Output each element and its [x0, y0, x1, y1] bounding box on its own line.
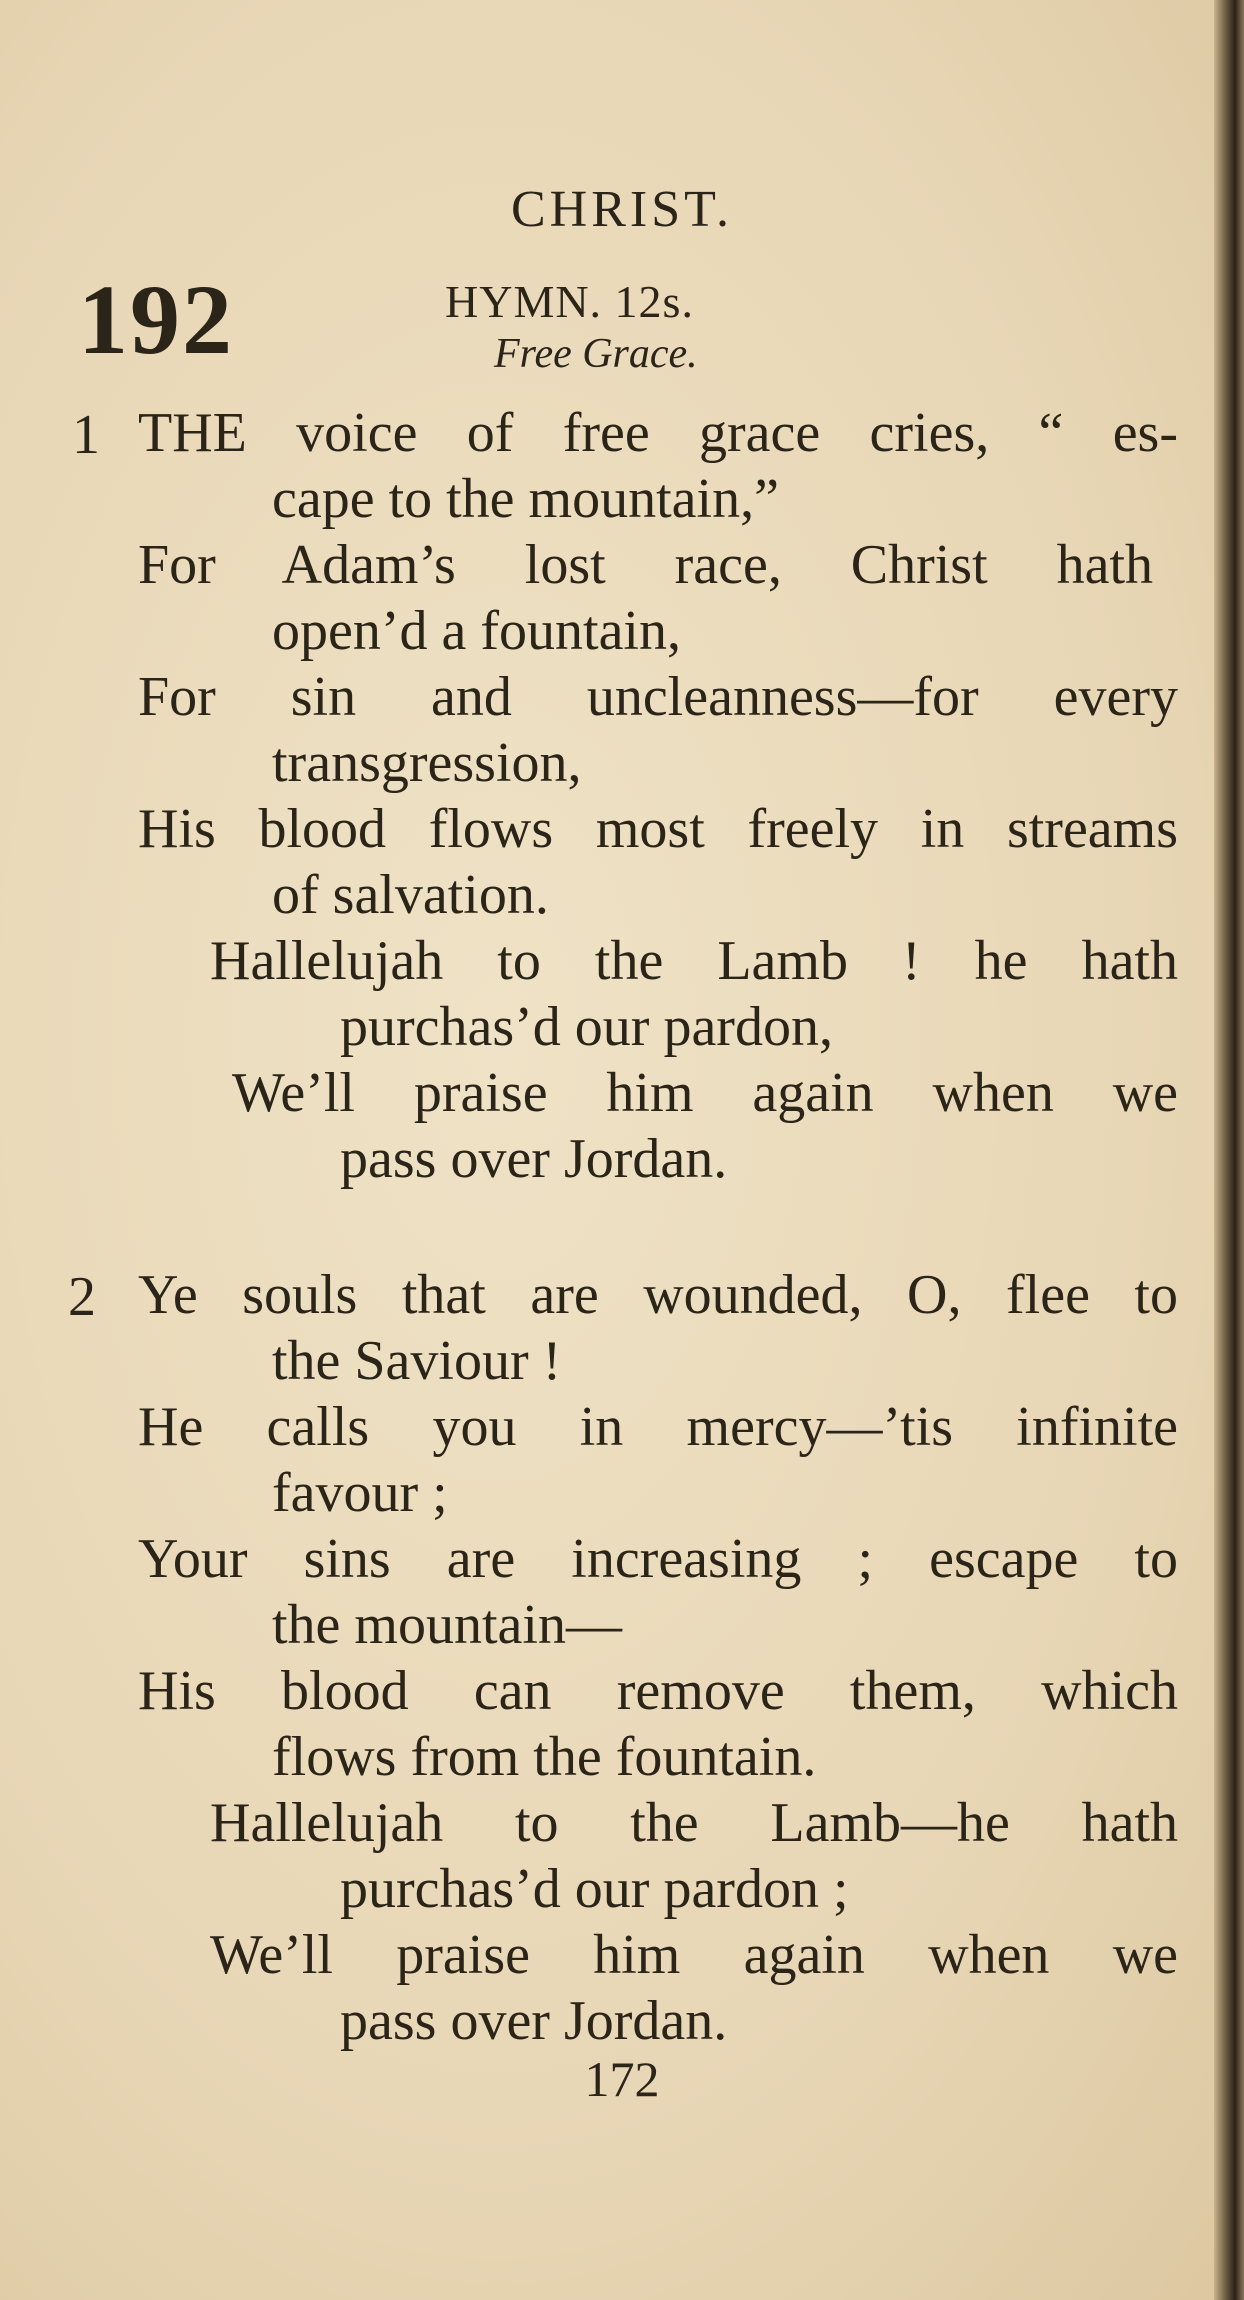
verse-line: purchas’d our pardon ; [340, 1858, 849, 1920]
verse-line: flows from the fountain. [272, 1726, 817, 1788]
verse-line: For sin and uncleanness—for every [138, 666, 1178, 728]
verse-line: the Saviour ! [272, 1330, 562, 1392]
verse-line: favour ; [272, 1462, 448, 1524]
verse-line: pass over Jordan. [340, 1990, 728, 2052]
verse-line: Hallelujah to the Lamb ! he hath [210, 930, 1178, 992]
verse-line: the mountain— [272, 1594, 622, 1656]
verse-line: We’ll praise him again when we [232, 1062, 1178, 1124]
hymn-meter: HYMN. 12s. [445, 276, 694, 327]
verse-line: His blood flows most freely in streams [138, 798, 1178, 860]
section-title: CHRIST. [510, 181, 734, 238]
verse-line: Your sins are increasing ; escape to [138, 1528, 1178, 1590]
verse-line: transgression, [272, 732, 582, 794]
verse-line: Ye souls that are wounded, O, flee to [138, 1264, 1178, 1326]
verse-line: We’ll praise him again when we [210, 1924, 1178, 1986]
verse-number: 2 [68, 1266, 96, 1328]
verse-line: His blood can remove them, which [138, 1660, 1178, 1722]
page-edge [1214, 0, 1244, 2300]
verse-line: Hallelujah to the Lamb—he hath [210, 1792, 1178, 1854]
hymn-title: Free Grace. [494, 331, 698, 377]
verse-number: 1 [72, 404, 100, 466]
verse-line: purchas’d our pardon, [340, 996, 833, 1058]
verse-line: open’d a fountain, [272, 600, 681, 662]
page-number: 172 [584, 2051, 660, 2107]
verse-line: THE voice of free grace cries, “ es- [138, 402, 1178, 464]
verse-line: of salvation. [272, 864, 549, 926]
verse-line: For Adam’s lost race, Christ hath [138, 534, 1153, 596]
hymn-number: 192 [78, 264, 234, 375]
verse-line: cape to the mountain,” [272, 468, 779, 530]
verse-line: pass over Jordan. [340, 1128, 728, 1190]
verse-line: He calls you in mercy—’tis infinite [138, 1396, 1178, 1458]
